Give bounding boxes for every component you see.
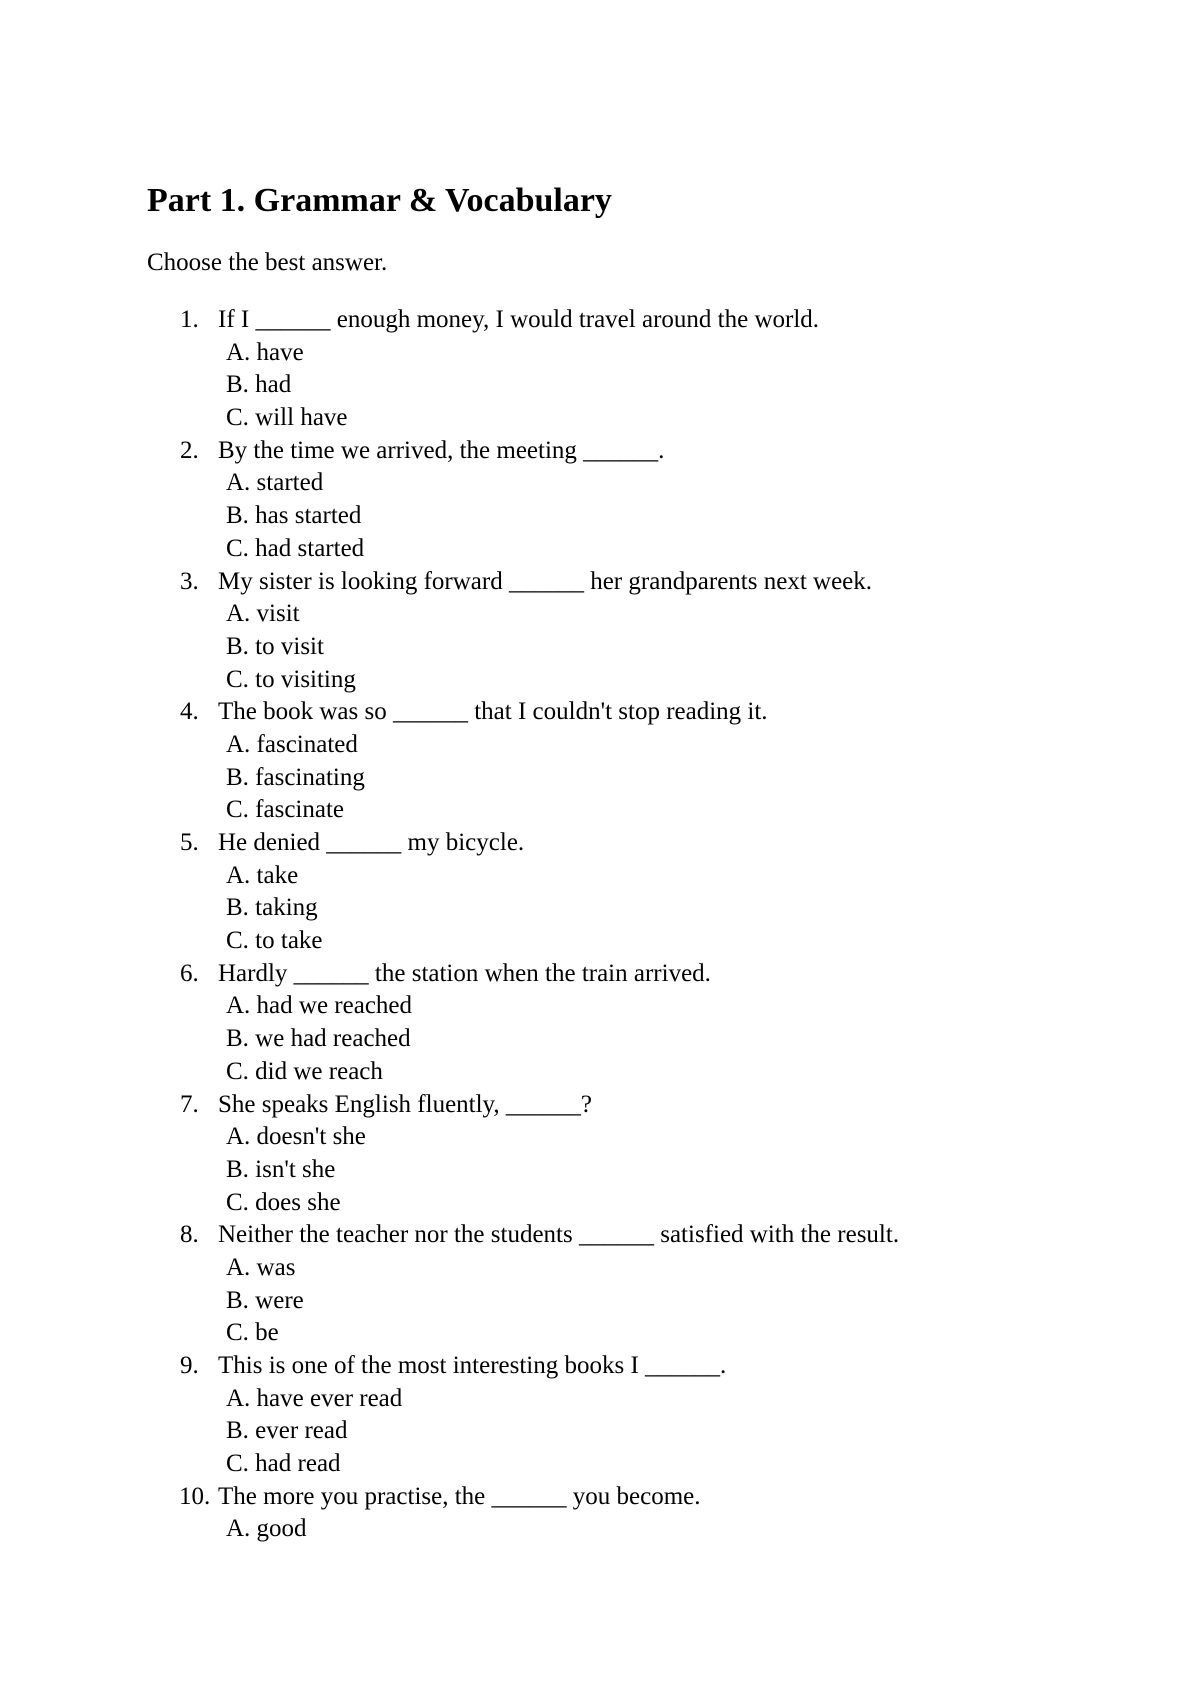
question-row [0,958,1200,991]
answer-option [0,990,1200,1023]
question-text: My sister is looking forward ______ her grandparents next week. [218,567,873,595]
answer-option-text: B. to visit [226,632,324,660]
answer-option-text: B. ever read [226,1417,348,1445]
answer-option [0,794,1200,827]
answer-option-text: B. taking [226,894,318,922]
answer-option [0,1154,1200,1187]
question-row [0,1481,1200,1514]
section-heading: Part 1. Grammar & Vocabulary [147,182,612,219]
answer-option [0,533,1200,566]
answer-option-text: C. did we reach [226,1057,383,1085]
question-text: This is one of the most interesting books I ______. [218,1352,727,1379]
answer-option-text: C. had read [226,1450,341,1478]
answer-option-text: B. fascinating [226,763,365,791]
answer-option-text: A. doesn't she [226,1123,366,1151]
answer-option-text: C. had started [226,534,365,562]
answer-option-text: C. fascinate [226,796,345,824]
question-item [0,1219,1200,1350]
answer-option [0,892,1200,925]
answer-option [0,762,1200,795]
answer-option [0,598,1200,631]
question-item [0,958,1200,1089]
question-text: Hardly ______ the station when the train arrived. [218,959,711,987]
question-text: By the time we arrived, the meeting ______. [218,436,665,464]
instruction-text: Choose the best answer. [147,249,388,276]
answer-option [0,925,1200,958]
answer-option [0,1121,1200,1154]
answer-option [0,1056,1200,1089]
answer-option-text: A. was [226,1253,296,1281]
question-row [0,1219,1200,1252]
question-row [0,435,1200,468]
question-text: The more you practise, the ______ you become. [218,1482,701,1510]
question-number: 3. [180,567,199,595]
answer-option [0,729,1200,762]
answer-option-text: C. to visiting [226,665,356,693]
answer-option [0,467,1200,500]
answer-option [0,1448,1200,1481]
answer-option-text: C. to take [226,927,323,955]
question-row [0,1089,1200,1122]
question-text: If I ______ enough money, I would travel around the world. [218,306,820,333]
answer-option-text: B. had [226,371,292,399]
answer-option-text: C. be [226,1319,279,1347]
question-item [0,1481,1200,1546]
answer-option-text: C. will have [226,404,348,432]
answer-option-text: A. started [226,469,324,497]
question-text: The book was so ______ that I couldn't stop reading it. [218,698,768,726]
question-text: She speaks English fluently, ______? [218,1090,593,1118]
question-item [0,827,1200,958]
question-list [0,304,1200,1546]
answer-option [0,631,1200,664]
question-text: He denied ______ my bicycle. [218,829,525,856]
answer-option [0,500,1200,533]
answer-option-text: A. had we reached [226,992,413,1020]
answer-option [0,1513,1200,1546]
question-number: 5. [180,829,199,856]
question-number: 6. [180,959,199,987]
answer-option [0,1415,1200,1448]
question-item [0,696,1200,827]
answer-option [0,369,1200,402]
answer-option-text: B. has started [226,502,362,530]
question-item [0,435,1200,566]
answer-option [0,402,1200,435]
question-number: 2. [180,436,199,464]
answer-option [0,1187,1200,1220]
answer-option [0,1317,1200,1350]
answer-option-text: B. isn't she [226,1155,336,1183]
question-row [0,566,1200,599]
question-number: 10. [179,1482,211,1510]
question-row [0,696,1200,729]
answer-option [0,1383,1200,1416]
question-number: 4. [180,698,199,726]
answer-option-text: B. were [226,1286,304,1314]
question-number: 1. [180,306,199,333]
answer-option-text: A. have ever read [226,1384,403,1412]
answer-option [0,1285,1200,1318]
question-item [0,566,1200,697]
question-row [0,1350,1200,1383]
answer-option-text: B. we had reached [226,1025,411,1053]
question-number: 7. [180,1090,199,1118]
answer-option-text: A. have [226,338,304,366]
answer-option [0,1023,1200,1056]
answer-option [0,1252,1200,1285]
question-item [0,1350,1200,1481]
answer-option-text: A. fascinated [226,730,358,758]
question-row [0,827,1200,860]
question-item [0,1089,1200,1220]
question-number: 9. [180,1352,199,1379]
question-item [0,304,1200,435]
answer-option-text: A. visit [226,600,300,628]
answer-option-text: C. does she [226,1188,341,1216]
answer-option [0,860,1200,893]
question-row [0,304,1200,337]
answer-option-text: A. good [226,1515,307,1543]
answer-option [0,664,1200,697]
question-text: Neither the teacher nor the students ______ satisfied with the result. [218,1221,900,1249]
question-number: 8. [180,1221,199,1249]
answer-option [0,337,1200,370]
answer-option-text: A. take [226,861,299,889]
